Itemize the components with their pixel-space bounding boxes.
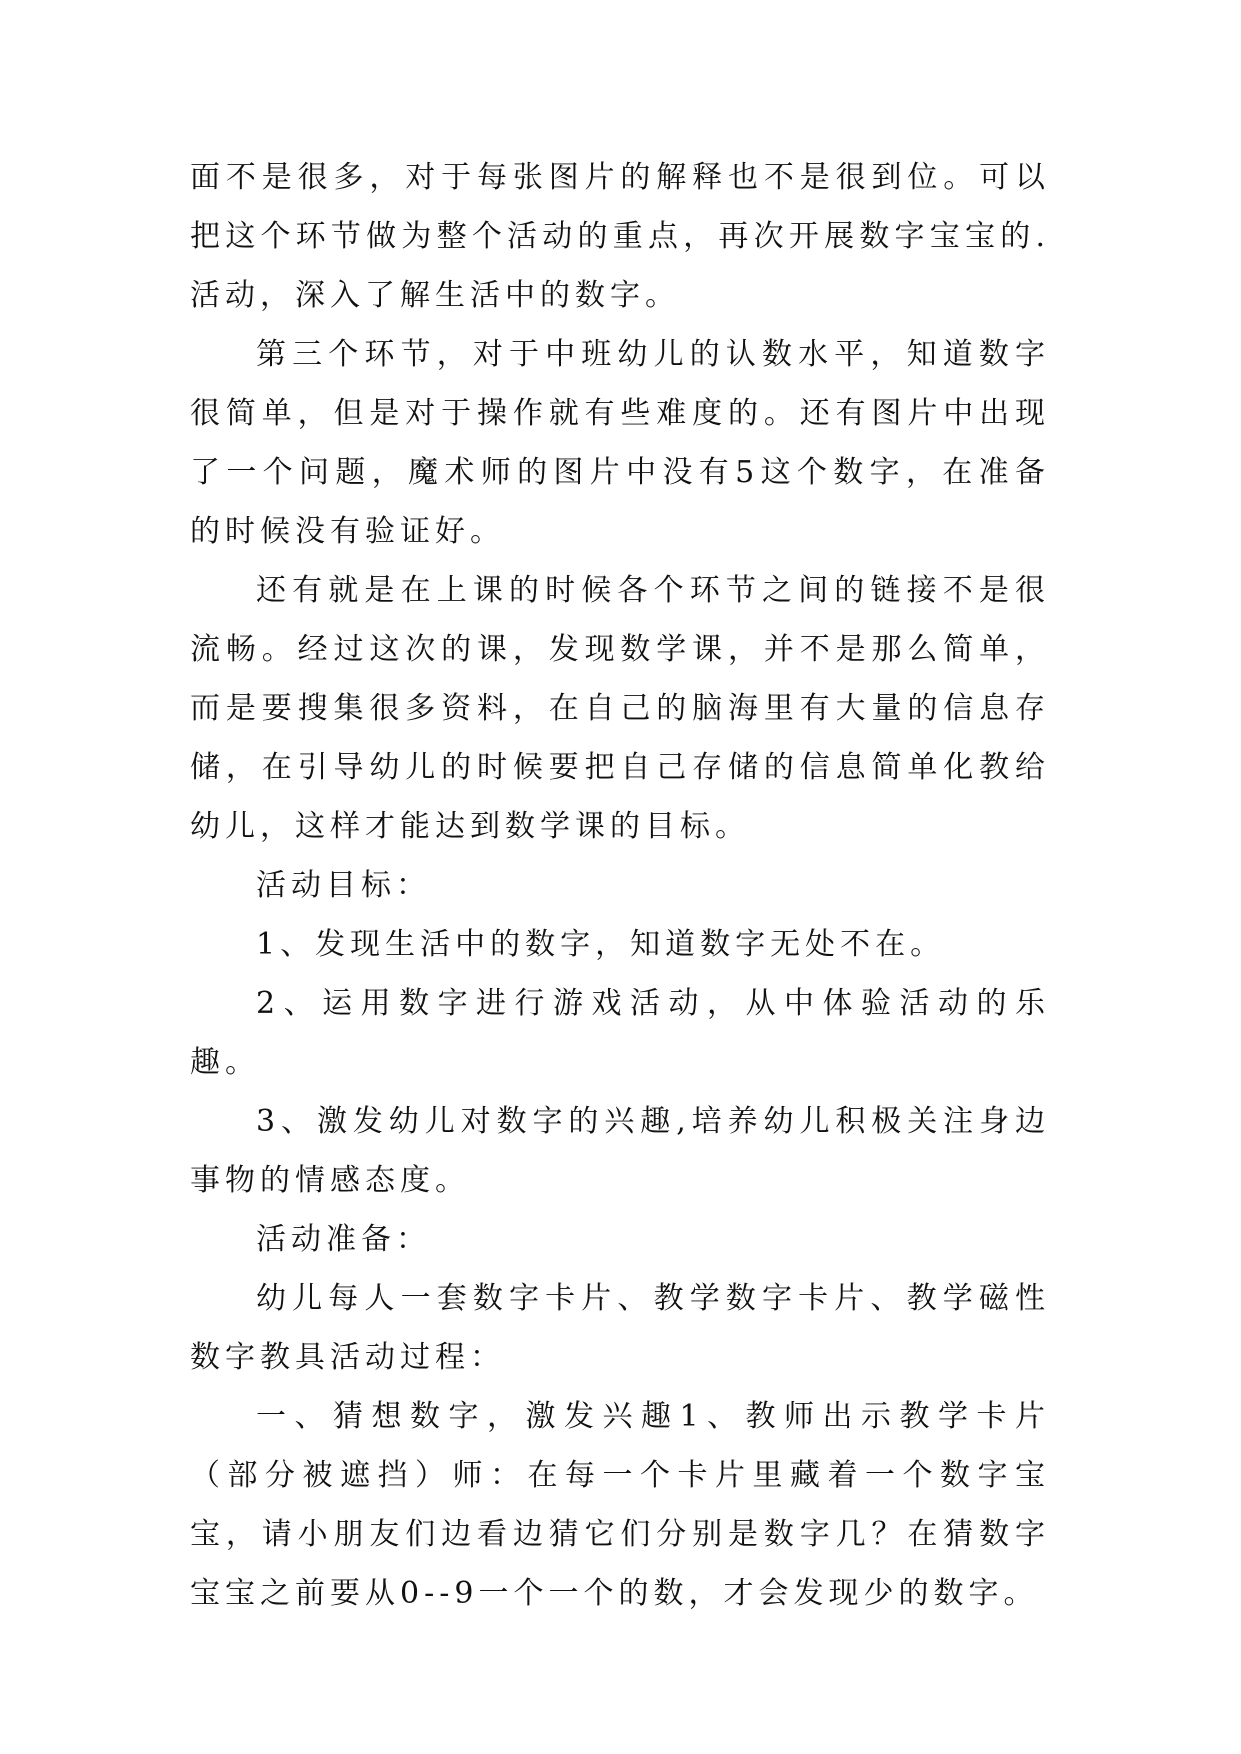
section-heading-activity-preparation: 活动准备：	[256, 1222, 431, 1257]
paragraph-1: 面不是很多，对于每张图片的解释也不是很到位。可以把这个环节做为整个活动的重点，再次开展数字宝宝的.活动，深入了解生活中的数字。	[190, 160, 1050, 313]
section-heading-activity-goals: 活动目标：	[256, 868, 431, 903]
paragraph-3: 还有就是在上课的时候各个环节之间的链接不是很流畅。经过这次的课，发现数学课，并不是那么简单，而是要搜集很多资料，在自己的脑海里有大量的信息存储，在引导幼儿的时候要把自己存储的信息简单化教给幼儿，这样才能达到数学课的目标。	[190, 573, 1050, 844]
goal-item-2: 2、运用数字进行游戏活动，从中体验活动的乐趣。	[190, 986, 1050, 1080]
process-step-1: 一、猜想数字，激发兴趣1、教师出示教学卡片（部分被遮挡）师：在每一个卡片里藏着一个数字宝宝，请小朋友们边看边猜它们分别是数字几？在猜数字宝宝之前要从0--9一个一个的数，才会发现少的数字。	[190, 1399, 1050, 1611]
goal-item-1: 1、发现生活中的数字，知道数字无处不在。	[256, 927, 946, 962]
goal-item-3: 3、激发幼儿对数字的兴趣,培养幼儿积极关注身边事物的情感态度。	[190, 1104, 1050, 1198]
preparation-paragraph: 幼儿每人一套数字卡片、教学数字卡片、教学磁性数字教具活动过程：	[190, 1281, 1050, 1375]
paragraph-2: 第三个环节，对于中班幼儿的认数水平，知道数字很简单，但是对于操作就有些难度的。还有图片中出现了一个问题，魔术师的图片中没有5这个数字，在准备的时候没有验证好。	[190, 337, 1050, 549]
document-body	[190, 148, 1050, 1623]
